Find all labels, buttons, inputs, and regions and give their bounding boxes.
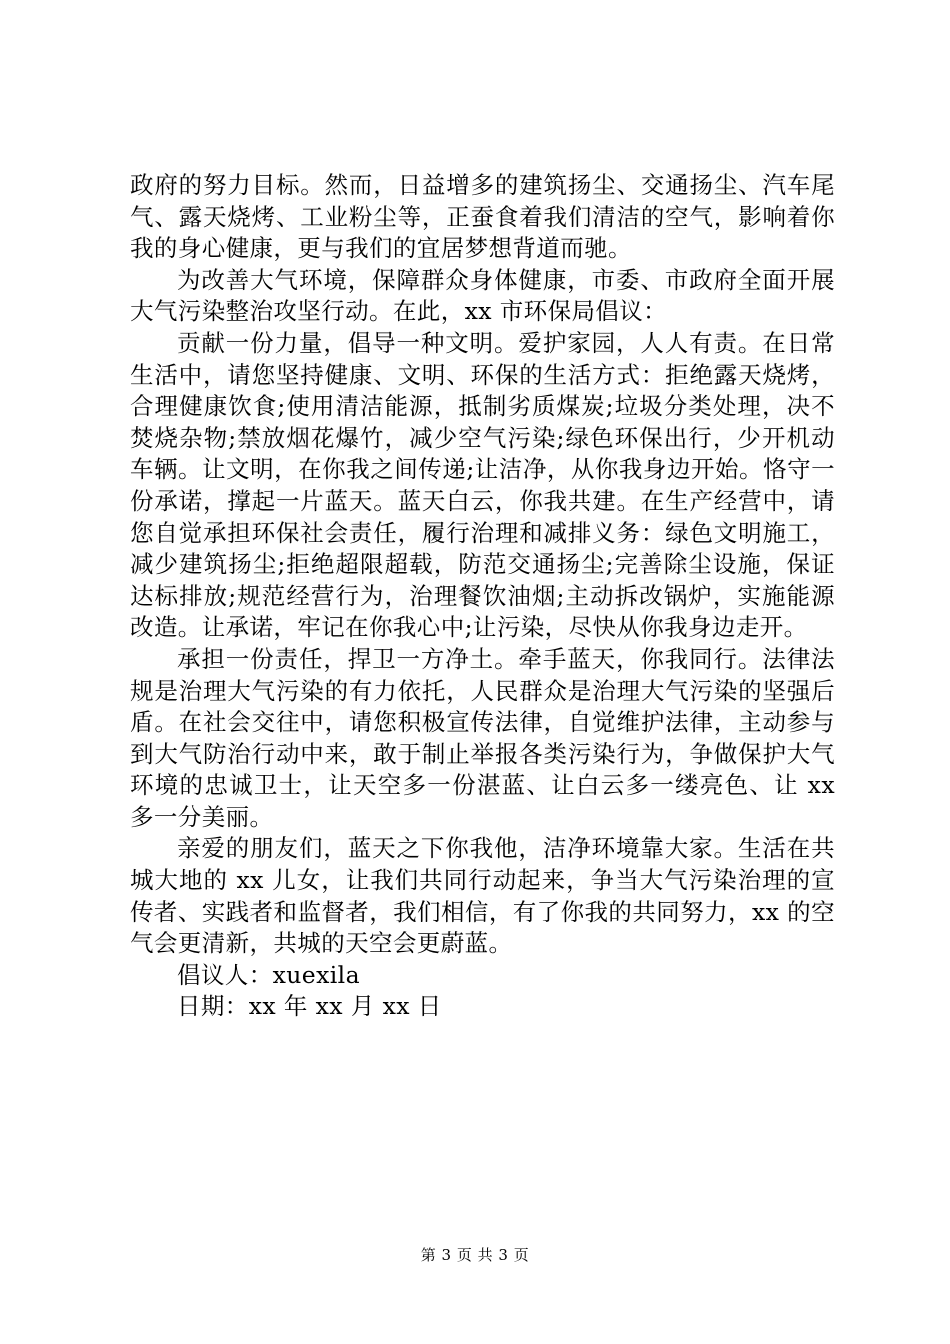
paragraph-intro-continuation: 政府的努力目标。然而，日益增多的建筑扬尘、交通扬尘、汽车尾气、露天烧烤、工业粉尘等，正蚕食着我们清洁的空气，影响着你我的身心健康，更与我们的宜居梦想背道而驰。 xyxy=(130,171,835,263)
document-body xyxy=(130,170,835,1023)
date-line: 日期：xx 年 xx 月 xx 日 xyxy=(177,992,442,1021)
page-number-footer: 第 3 页 共 3 页 xyxy=(420,1246,530,1264)
paragraph-closing: 亲爱的朋友们，蓝天之下你我他，洁净环境靠大家。生活在共城大地的 xx 儿女，让我们共同行动起来，争当大气污染治理的宣传者、实践者和监督者，我们相信，有了你我的共同努力，xx 的空气会更清新，共城的天空会更蔚蓝。 xyxy=(130,834,835,958)
paragraph-responsibility: 承担一份责任，捍卫一方净土。牵手蓝天，你我同行。法律法规是治理大气污染的有力依托，人民群众是治理大气污染的坚强后盾。在社会交往中，请您积极宣传法律，自觉维护法律，主动参与到大气防治行动中来，敢于制止举报各类污染行为，争做保护大气环境的忠诚卫士，让天空多一份湛蓝、让白云多一缕亮色、让 xx 多一分美丽。 xyxy=(130,644,835,831)
initiator-line: 倡议人：xuexila xyxy=(177,960,360,989)
paragraph-initiative: 为改善大气环境，保障群众身体健康，市委、市政府全面开展大气污染整治攻坚行动。在此，xx 市环保局倡议： xyxy=(130,265,835,326)
paragraph-contribute: 贡献一份力量，倡导一种文明。爱护家园，人人有责。在日常生活中，请您坚持健康、文明、环保的生活方式：拒绝露天烧烤，合理健康饮食;使用清洁能源，抵制劣质煤炭;垃圾分类处理，决不焚烧杂物;禁放烟花爆竹，减少空气污染;绿色环保出行，少开机动车辆。让文明，在你我之间传递;让洁净，从你我身边开始。恪守一份承诺，撑起一片蓝天。蓝天白云，你我共建。在生产经营中，请您自觉承担环保社会责任，履行治理和减排义务：绿色文明施工，减少建筑扬尘;拒绝超限超载，防范交通扬尘;完善除尘设施，保证达标排放;规范经营行为，治理餐饮油烟;主动拆改锅炉，实施能源改造。让承诺，牢记在你我心中;让污染，尽快从你我身边走开。 xyxy=(130,328,835,642)
